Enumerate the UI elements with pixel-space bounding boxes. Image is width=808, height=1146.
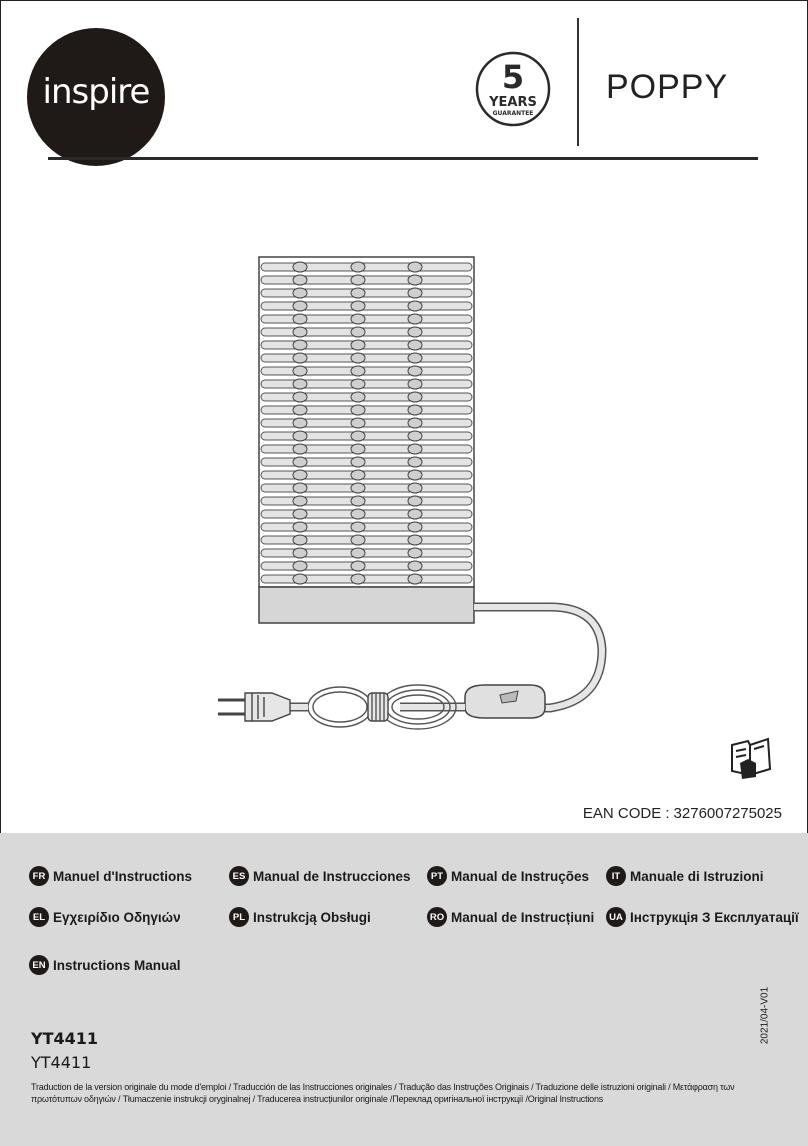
lamp-weave-knot xyxy=(293,353,307,363)
guarantee-label: GUARANTEE xyxy=(492,110,534,117)
lamp-weave-knot xyxy=(293,405,307,415)
lamp-weave-knot xyxy=(351,548,365,558)
lamp-weave-knot xyxy=(293,431,307,441)
guarantee-number: 5 xyxy=(501,58,525,96)
lamp-weave-knot xyxy=(351,522,365,532)
language-label: Manual de Instrucciones xyxy=(253,868,411,884)
lamp-weave-knot xyxy=(351,561,365,571)
lamp-weave-knot xyxy=(351,418,365,428)
lamp-weave-knot xyxy=(408,431,422,441)
language-code-badge: FR xyxy=(29,866,49,886)
language-code-badge: PT xyxy=(427,866,447,886)
lamp-base xyxy=(259,587,474,623)
lamp-weave-knot xyxy=(293,496,307,506)
language-el xyxy=(29,907,181,927)
lamp-weave-knot xyxy=(293,314,307,324)
lamp-weave-knot xyxy=(293,457,307,467)
lamp-weave-knot xyxy=(351,288,365,298)
language-code-badge: IT xyxy=(606,866,626,886)
lamp-weave-knot xyxy=(293,392,307,402)
lamp-weave-knot xyxy=(293,574,307,584)
lamp-weave-knot xyxy=(293,418,307,428)
lamp-weave-knot xyxy=(351,431,365,441)
lamp-weave-knot xyxy=(351,275,365,285)
header-rule xyxy=(48,157,758,160)
lamp-weave-knot xyxy=(293,535,307,545)
lamp-weave-knot xyxy=(408,548,422,558)
language-code-badge: UA xyxy=(606,907,626,927)
lamp-weave-knot xyxy=(293,522,307,532)
lamp-weave-knot xyxy=(408,522,422,532)
lamp-weave-knot xyxy=(351,483,365,493)
lamp-weave-knot xyxy=(351,392,365,402)
language-label: Manual de Instruções xyxy=(451,868,590,884)
lamp-weave-knot xyxy=(408,457,422,467)
language-label: Manuel d'Instructions xyxy=(53,868,192,884)
brand-logo xyxy=(27,28,165,166)
lamp-weave-knot xyxy=(408,353,422,363)
language-label: Instructions Manual xyxy=(53,957,181,973)
lamp-weave-knot xyxy=(351,535,365,545)
lamp-weave-knot xyxy=(408,496,422,506)
read-manual-icon xyxy=(726,733,774,781)
language-label: Εγχειρίδιο Οδηγιών xyxy=(53,909,181,925)
lamp-weave-knot xyxy=(408,483,422,493)
lamp-weave-knot xyxy=(408,301,422,311)
lamp-weave-knot xyxy=(293,275,307,285)
ean-value: 3276007275025 xyxy=(673,805,782,822)
lamp-weave-knot xyxy=(408,392,422,402)
lamp-weave-knot xyxy=(408,379,422,389)
language-pl xyxy=(229,907,371,927)
language-code-badge: PL xyxy=(229,907,249,927)
lamp-weave-knot xyxy=(293,548,307,558)
cable-switch xyxy=(465,685,545,718)
language-label: Instrukcją Obsługi xyxy=(253,909,371,925)
lamp-weave-knot xyxy=(293,509,307,519)
lamp-weave-knot xyxy=(293,340,307,350)
lamp-weave-knot xyxy=(351,340,365,350)
lamp-weave-knot xyxy=(351,496,365,506)
lamp-weave-knot xyxy=(408,574,422,584)
language-es xyxy=(229,866,411,886)
language-it xyxy=(606,866,764,886)
language-code-badge: EN xyxy=(29,955,49,975)
lamp-weave-knot xyxy=(408,561,422,571)
document-version: 2021/04-V01 xyxy=(759,986,771,1045)
lamp-weave-knot xyxy=(408,366,422,376)
lamp-weave-knot xyxy=(351,379,365,389)
plug xyxy=(218,693,290,721)
ean-code xyxy=(579,805,782,822)
language-code-badge: EL xyxy=(29,907,49,927)
header-divider xyxy=(577,18,579,146)
language-code-badge: RO xyxy=(427,907,447,927)
language-fr xyxy=(29,866,192,886)
brand-logo-text: inspire xyxy=(42,72,150,112)
lamp-weave-knot xyxy=(351,457,365,467)
lamp-weave-knot xyxy=(408,340,422,350)
lamp-weave-knot xyxy=(293,470,307,480)
lamp-weave-knot xyxy=(351,444,365,454)
lamp-weave-knot xyxy=(408,418,422,428)
lamp-weave-knot xyxy=(408,275,422,285)
lamp-weave-knot xyxy=(408,509,422,519)
lamp-weave-knot xyxy=(351,262,365,272)
lamp-weave-knot xyxy=(293,288,307,298)
language-ua xyxy=(606,907,799,927)
lamp-weave-knot xyxy=(293,379,307,389)
lamp-weave-knot xyxy=(293,366,307,376)
reference-code-bold: YT4411 xyxy=(31,1029,99,1048)
lamp-weave-knot xyxy=(293,444,307,454)
lamp-weave-knot xyxy=(351,509,365,519)
lamp-weave-knot xyxy=(351,366,365,376)
language-label: Manual de Instrucțiuni xyxy=(451,909,595,925)
lamp-weave-knot xyxy=(408,288,422,298)
language-en xyxy=(29,955,181,975)
product-name: POPPY xyxy=(606,68,729,106)
ean-label: EAN CODE : xyxy=(582,805,670,822)
lamp-weave-knot xyxy=(408,470,422,480)
lamp-weave-knot xyxy=(351,574,365,584)
language-pt xyxy=(427,866,589,886)
lamp-weave-knot xyxy=(351,314,365,324)
lamp-weave-knot xyxy=(408,314,422,324)
lamp-weave-knot xyxy=(408,327,422,337)
lamp-weave-knot xyxy=(408,444,422,454)
lamp-weave-knot xyxy=(293,327,307,337)
language-label: Інструкція З Експлуатації xyxy=(630,909,799,925)
language-label: Manuale di Istruzioni xyxy=(630,868,764,884)
lamp-weave-knot xyxy=(351,301,365,311)
lamp-weave-knot xyxy=(351,405,365,415)
lamp-weave-knot xyxy=(293,301,307,311)
translation-note: Traduction de la version originale du mode d'emploi / Traducción de las Instrucciones originales / Tradução das Instruções Originais / Traduzione delle istruzioni originali / Μετάφραση των πρωτότυπων οδηγιών / Tłumaczenie instrukcji oryginalnej / Traducerea instrucțiunilor originale /Переклад оригінальної інструкції /Original Instructions xyxy=(31,1082,735,1104)
language-code-badge: ES xyxy=(229,866,249,886)
lamp-weave-knot xyxy=(408,405,422,415)
guarantee-years: YEARS xyxy=(489,95,537,110)
lamp-weave-knot xyxy=(351,353,365,363)
table-lamp-illustration xyxy=(200,245,620,735)
lamp-weave-knot xyxy=(408,535,422,545)
lamp-weave-knot xyxy=(293,262,307,272)
language-ro xyxy=(427,907,594,927)
reference-code: YT4411 xyxy=(31,1053,92,1072)
lamp-weave-knot xyxy=(408,262,422,272)
lamp-weave-knot xyxy=(293,561,307,571)
guarantee-badge-icon xyxy=(474,50,552,128)
lamp-weave-knot xyxy=(293,483,307,493)
lamp-weave-knot xyxy=(351,470,365,480)
lamp-weave-knot xyxy=(351,327,365,337)
